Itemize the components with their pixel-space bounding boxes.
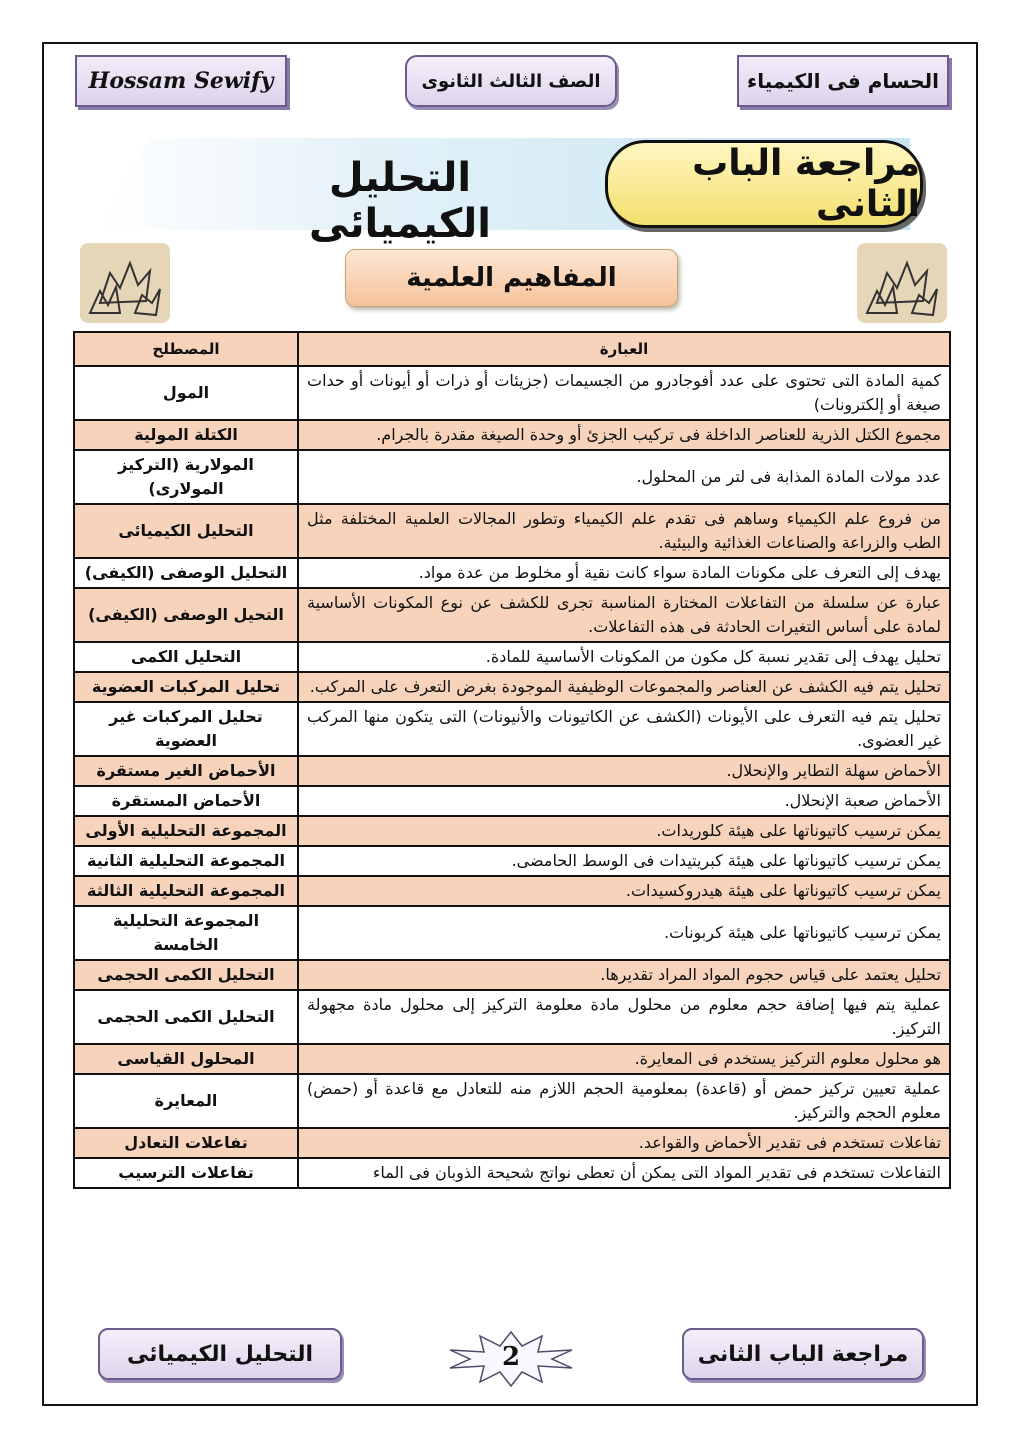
chapter-label: مراجعة الباب الثانى xyxy=(692,143,920,225)
section-title-label: المفاهيم العلمية xyxy=(406,263,617,293)
row-definition: الأحماض صعبة الإنحلال. xyxy=(298,786,950,816)
row-definition: عملية تعيين تركيز حمض أو (قاعدة) بمعلومية الحجم اللازم منه للتعادل مع قاعدة أو (حمض) معلوم الحجم والتركيز. xyxy=(298,1074,950,1128)
footer-unit-label: التحليل الكيميائى xyxy=(127,1341,313,1367)
row-term: تحليل المركبات العضوية xyxy=(74,672,298,702)
header-term: المصطلح xyxy=(74,332,298,366)
row-term: المجموعة التحليلية الثانية xyxy=(74,846,298,876)
row-definition: يمكن ترسيب كاتيوناتها على هيئة كلوريدات. xyxy=(298,816,950,846)
series-tag xyxy=(737,55,949,107)
table-row xyxy=(74,558,950,588)
row-term: تفاعلات الترسيب xyxy=(74,1158,298,1188)
page-number: 2 xyxy=(501,1342,521,1372)
row-term: المجموعة التحليلية الثالثة xyxy=(74,876,298,906)
table-row xyxy=(74,1074,950,1128)
grade-tag xyxy=(405,55,617,107)
table-row xyxy=(74,1128,950,1158)
row-definition: تحليل يتم فيه التعرف على الأيونات (الكشف عن الكاتيونات والأنيونات) التى يتكون منها المركب غير العضوى. xyxy=(298,702,950,756)
concepts-table xyxy=(73,331,951,1189)
footer-chapter-label: مراجعة الباب الثانى xyxy=(697,1341,909,1367)
table-row xyxy=(74,756,950,786)
row-term: الأحماض المستقرة xyxy=(74,786,298,816)
table-row xyxy=(74,504,950,558)
row-definition: الأحماض سهلة التطاير والإنحلال. xyxy=(298,756,950,786)
row-definition: يمكن ترسيب كاتيوناتها على هيئة هيدروكسيدات. xyxy=(298,876,950,906)
row-definition: يمكن ترسيب كاتيوناتها على هيئة كربونات. xyxy=(298,906,950,960)
row-definition: التفاعلات تستخدم فى تقدير المواد التى يمكن أن تعطى نواتج شحيحة الذوبان فى الماء xyxy=(298,1158,950,1188)
row-term: المجموعة التحليلية الخامسة xyxy=(74,906,298,960)
footer-chapter-tag xyxy=(682,1328,924,1380)
row-term: التحليل الكمى xyxy=(74,642,298,672)
row-term: المعايرة xyxy=(74,1074,298,1128)
table-row xyxy=(74,960,950,990)
author-name: Hossam Sewify xyxy=(88,68,274,94)
table-row xyxy=(74,642,950,672)
table-row xyxy=(74,672,950,702)
row-term: المولارية (التركيز المولارى) xyxy=(74,450,298,504)
row-definition: مجموع الكتل الذرية للعناصر الداخلة فى تركيب الجزئ أو وحدة الصيغة مقدرة بالجرام. xyxy=(298,420,950,450)
row-term: التحليل الكمى الحجمى xyxy=(74,990,298,1044)
table-row xyxy=(74,420,950,450)
leaf-icon xyxy=(80,243,170,323)
table-row xyxy=(74,990,950,1044)
row-definition: تحليل يعتمد على قياس حجوم المواد المراد تقديرها. xyxy=(298,960,950,990)
row-definition: عبارة عن سلسلة من التفاعلات المختارة المناسبة تجرى للكشف عن نوع المكونات الأساسية لمادة على أساس التغيرات الحادثة فى هذه التفاعلات. xyxy=(298,588,950,642)
row-definition: كمية المادة التى تحتوى على عدد أفوجادرو من الجسيمات (جزيئات أو ذرات أو أيونات أو حدات صيغة أو إلكترونات) xyxy=(298,366,950,420)
row-definition: هو محلول معلوم التركيز يستخدم فى المعايرة. xyxy=(298,1044,950,1074)
series-label: الحسام فى الكيمياء xyxy=(746,69,940,93)
leaf-icon xyxy=(857,243,947,323)
table-header-row xyxy=(74,332,950,366)
row-term: التحيل الوصفى (الكيفى) xyxy=(74,588,298,642)
row-term: المحلول القياسى xyxy=(74,1044,298,1074)
row-term: الكتلة المولية xyxy=(74,420,298,450)
table-row xyxy=(74,876,950,906)
table-row xyxy=(74,1158,950,1188)
row-term: التحليل الكيميائى xyxy=(74,504,298,558)
table-row xyxy=(74,450,950,504)
row-term: التحليل الكمى الحجمى xyxy=(74,960,298,990)
table-row xyxy=(74,906,950,960)
row-term: الأحماض الغير مستقرة xyxy=(74,756,298,786)
leaf-decoration-left xyxy=(80,243,170,323)
row-term: التحليل الوصفى (الكيفى) xyxy=(74,558,298,588)
row-definition: تحليل يهدف إلى تقدير نسبة كل مكون من المكونات الأساسية للمادة. xyxy=(298,642,950,672)
row-definition: يهدف إلى التعرف على مكونات المادة سواء كانت نقية أو مخلوط من عدة مواد. xyxy=(298,558,950,588)
table-row xyxy=(74,786,950,816)
row-term: المجموعة التحليلية الأولى xyxy=(74,816,298,846)
unit-title: التحليل الكيميائى xyxy=(309,155,491,247)
table-row xyxy=(74,1044,950,1074)
leaf-decoration-right xyxy=(857,243,947,323)
table-row xyxy=(74,846,950,876)
section-title xyxy=(345,249,678,307)
table-row xyxy=(74,588,950,642)
row-definition: عملية يتم فيها إضافة حجم معلوم من محلول مادة معلومة التركيز إلى محلول مادة مجهولة التركيز. xyxy=(298,990,950,1044)
author-tag xyxy=(75,55,287,107)
row-term: تفاعلات التعادل xyxy=(74,1128,298,1158)
chapter-pill xyxy=(605,140,923,228)
row-term: تحليل المركبات غير العضوية xyxy=(74,702,298,756)
row-definition: تحليل يتم فيه الكشف عن العناصر والمجموعات الوظيفية الموجودة بغرض التعرف على المركب. xyxy=(298,672,950,702)
row-term: المول xyxy=(74,366,298,420)
grade-label: الصف الثالث الثانوى xyxy=(421,70,601,92)
table-row xyxy=(74,702,950,756)
table-row xyxy=(74,366,950,420)
header-definition: العبارة xyxy=(298,332,950,366)
table-row xyxy=(74,816,950,846)
row-definition: تفاعلات تستخدم فى تقدير الأحماض والقواعد. xyxy=(298,1128,950,1158)
row-definition: يمكن ترسيب كاتيوناتها على هيئة كبريتيدات فى الوسط الحامضى. xyxy=(298,846,950,876)
footer-unit-tag xyxy=(98,1328,342,1380)
row-definition: من فروع علم الكيمياء وساهم فى تقدم علم الكيمياء وتطور المجالات العلمية المختلفة مثل الطب والزراعة والصناعات الغذائية والبيئية. xyxy=(298,504,950,558)
row-definition: عدد مولات المادة المذابة فى لتر من المحلول. xyxy=(298,450,950,504)
